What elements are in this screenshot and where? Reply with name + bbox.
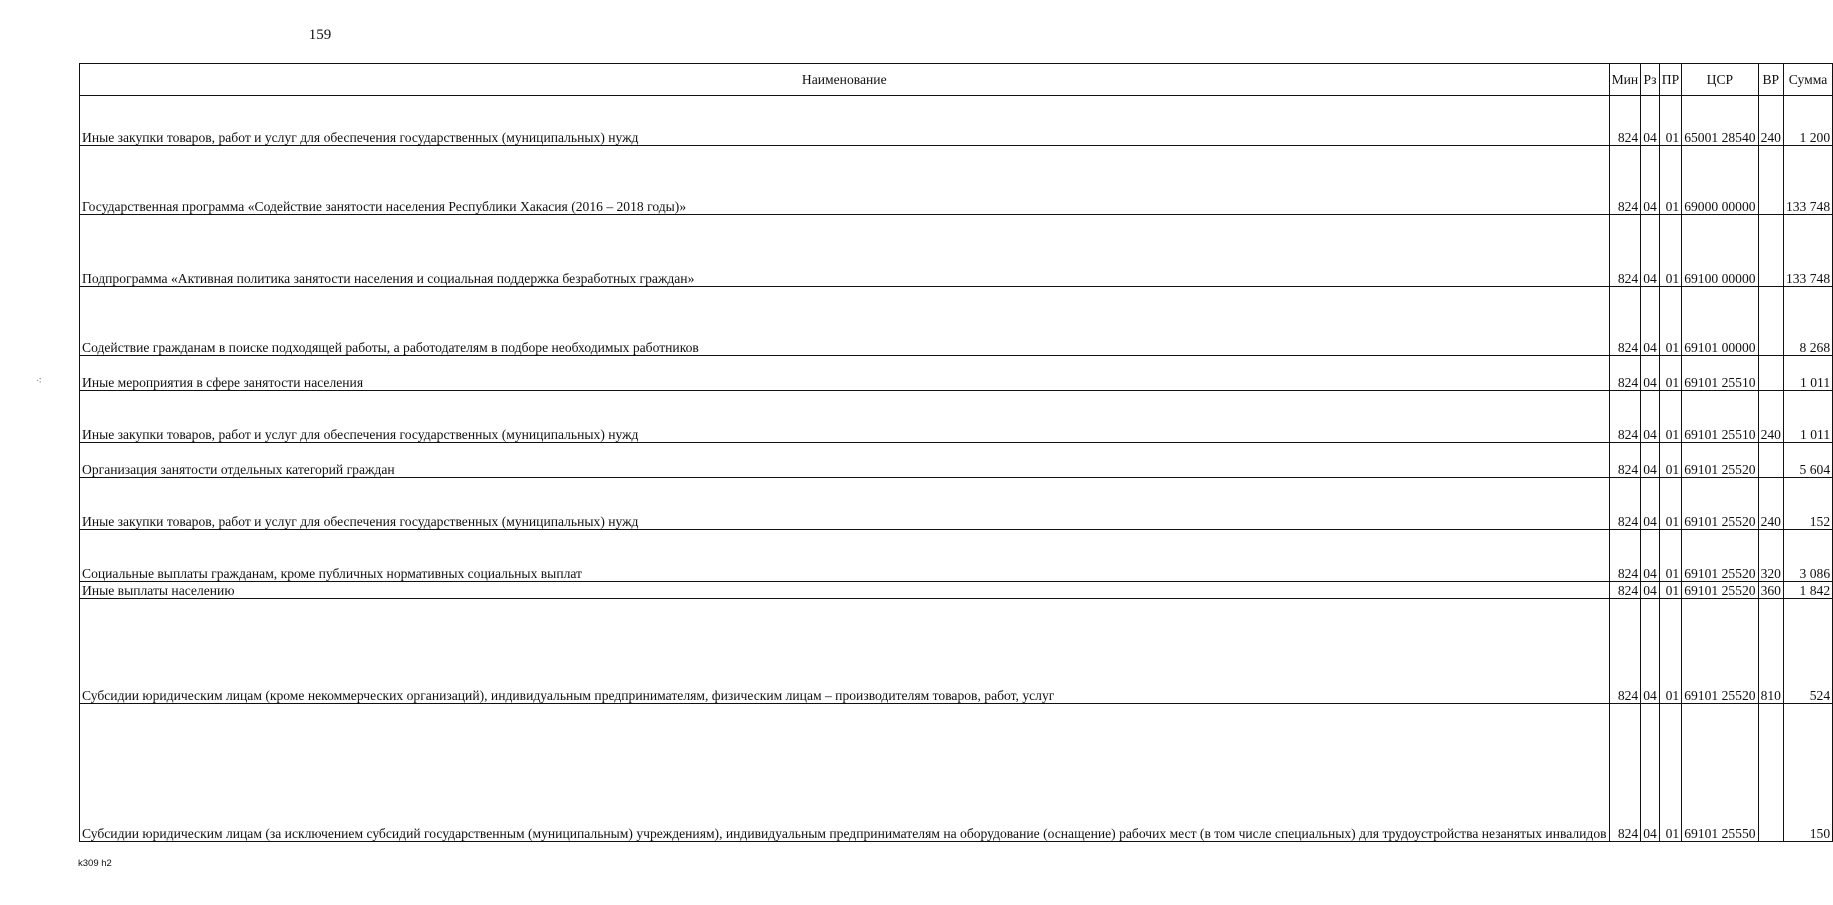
row-sum: 1 011 <box>1783 356 1832 391</box>
row-csr: 69101 25520 <box>1682 443 1758 478</box>
row-rz: 04 <box>1641 287 1660 356</box>
row-name: Иные мероприятия в сфере занятости населения <box>80 356 1610 391</box>
row-pr: 01 <box>1659 215 1681 287</box>
row-sum: 1 842 <box>1783 582 1832 599</box>
page-number: 159 <box>308 27 332 43</box>
row-pr: 01 <box>1659 391 1681 443</box>
row-rz: 04 <box>1641 530 1660 582</box>
table-row <box>80 356 1833 391</box>
row-csr: 69101 25510 <box>1682 391 1758 443</box>
row-name: Организация занятости отдельных категорий граждан <box>80 443 1610 478</box>
row-vr: 320 <box>1758 530 1783 582</box>
row-vr <box>1758 356 1783 391</box>
table-row <box>80 530 1833 582</box>
row-sum: 524 <box>1783 599 1832 704</box>
row-vr <box>1758 443 1783 478</box>
row-name: Иные выплаты населению <box>80 582 1610 599</box>
row-sum: 133 748 <box>1783 215 1832 287</box>
row-name: Иные закупки товаров, работ и услуг для обеспечения государственных (муниципальных) нужд <box>80 96 1610 146</box>
budget-table <box>79 63 1833 842</box>
row-rz: 04 <box>1641 443 1660 478</box>
table-row <box>80 443 1833 478</box>
row-rz: 04 <box>1641 146 1660 215</box>
row-pr: 01 <box>1659 96 1681 146</box>
table-row <box>80 287 1833 356</box>
row-pr: 01 <box>1659 530 1681 582</box>
row-rz: 04 <box>1641 582 1660 599</box>
row-csr: 69101 25520 <box>1682 582 1758 599</box>
row-sum: 150 <box>1783 704 1832 842</box>
row-rz: 04 <box>1641 704 1660 842</box>
row-vr: 360 <box>1758 582 1783 599</box>
row-name: Иные закупки товаров, работ и услуг для обеспечения государственных (муниципальных) нужд <box>80 391 1610 443</box>
row-min: 824 <box>1609 599 1641 704</box>
row-csr: 65001 28540 <box>1682 96 1758 146</box>
scan-artifact-mark: ⁖ <box>36 376 42 387</box>
row-pr: 01 <box>1659 478 1681 530</box>
row-name: Субсидии юридическим лицам (кроме некоммерческих организаций), индивидуальным предпринимателям, физическим лицам – производителям товаров, работ, услуг <box>80 599 1610 704</box>
row-sum: 152 <box>1783 478 1832 530</box>
row-sum: 8 268 <box>1783 287 1832 356</box>
row-sum: 5 604 <box>1783 443 1832 478</box>
header-rz: Рз <box>1641 64 1660 96</box>
row-vr <box>1758 215 1783 287</box>
table-row <box>80 391 1833 443</box>
table-row <box>80 478 1833 530</box>
row-name: Государственная программа «Содействие занятости населения Республики Хакасия (2016 – 2018 годы)» <box>80 146 1610 215</box>
row-rz: 04 <box>1641 96 1660 146</box>
row-min: 824 <box>1609 287 1641 356</box>
row-name: Подпрограмма «Активная политика занятости населения и социальная поддержка безработных граждан» <box>80 215 1610 287</box>
row-csr: 69101 25510 <box>1682 356 1758 391</box>
row-sum: 133 748 <box>1783 146 1832 215</box>
header-pr: ПР <box>1659 64 1681 96</box>
row-vr <box>1758 146 1783 215</box>
row-min: 824 <box>1609 478 1641 530</box>
row-sum: 1 200 <box>1783 96 1832 146</box>
row-name: Социальные выплаты гражданам, кроме публичных нормативных социальных выплат <box>80 530 1610 582</box>
header-name: Наименование <box>80 64 1610 96</box>
row-vr: 240 <box>1758 391 1783 443</box>
row-min: 824 <box>1609 443 1641 478</box>
row-vr: 240 <box>1758 478 1783 530</box>
row-min: 824 <box>1609 96 1641 146</box>
row-min: 824 <box>1609 356 1641 391</box>
row-rz: 04 <box>1641 478 1660 530</box>
row-vr: 240 <box>1758 96 1783 146</box>
row-sum: 1 011 <box>1783 391 1832 443</box>
row-vr <box>1758 704 1783 842</box>
row-pr: 01 <box>1659 287 1681 356</box>
row-min: 824 <box>1609 704 1641 842</box>
row-csr: 69101 25550 <box>1682 704 1758 842</box>
table-header-row <box>80 64 1833 96</box>
row-pr: 01 <box>1659 146 1681 215</box>
row-rz: 04 <box>1641 599 1660 704</box>
row-csr: 69100 00000 <box>1682 215 1758 287</box>
row-min: 824 <box>1609 530 1641 582</box>
row-min: 824 <box>1609 146 1641 215</box>
footer-code: k309 h2 <box>78 858 112 869</box>
row-pr: 01 <box>1659 356 1681 391</box>
row-min: 824 <box>1609 391 1641 443</box>
header-min: Мин <box>1609 64 1641 96</box>
row-rz: 04 <box>1641 215 1660 287</box>
row-pr: 01 <box>1659 599 1681 704</box>
row-csr: 69101 25520 <box>1682 599 1758 704</box>
row-pr: 01 <box>1659 704 1681 842</box>
row-rz: 04 <box>1641 391 1660 443</box>
table-row <box>80 599 1833 704</box>
row-pr: 01 <box>1659 443 1681 478</box>
table-row <box>80 582 1833 599</box>
row-sum: 3 086 <box>1783 530 1832 582</box>
row-pr: 01 <box>1659 582 1681 599</box>
row-rz: 04 <box>1641 356 1660 391</box>
row-vr: 810 <box>1758 599 1783 704</box>
row-csr: 69101 25520 <box>1682 530 1758 582</box>
table-row <box>80 704 1833 842</box>
table-row <box>80 146 1833 215</box>
row-csr: 69000 00000 <box>1682 146 1758 215</box>
table-row <box>80 96 1833 146</box>
row-min: 824 <box>1609 215 1641 287</box>
row-name: Иные закупки товаров, работ и услуг для обеспечения государственных (муниципальных) нужд <box>80 478 1610 530</box>
row-csr: 69101 00000 <box>1682 287 1758 356</box>
header-sum: Сумма <box>1783 64 1832 96</box>
table-row <box>80 215 1833 287</box>
header-csr: ЦСР <box>1682 64 1758 96</box>
row-vr <box>1758 287 1783 356</box>
row-min: 824 <box>1609 582 1641 599</box>
row-name: Содействие гражданам в поиске подходящей работы, а работодателям в подборе необходимых работников <box>80 287 1610 356</box>
row-csr: 69101 25520 <box>1682 478 1758 530</box>
row-name: Субсидии юридическим лицам (за исключением субсидий государственным (муниципальным) учреждениям), индивидуальным предпринимателям на оборудование (оснащение) рабочих мест (в том числе специальных) для трудоустройства незанятых инвалидов <box>80 704 1610 842</box>
header-vr: ВР <box>1758 64 1783 96</box>
